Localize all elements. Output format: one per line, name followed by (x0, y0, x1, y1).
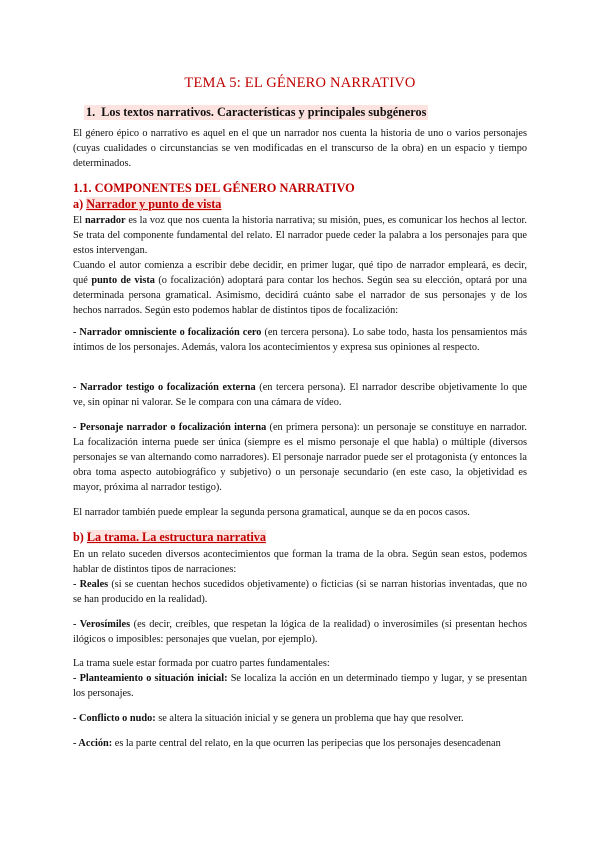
subheading-narrador (73, 197, 527, 212)
components-heading: 1.1. COMPONENTES DEL GÉNERO NARRATIVO (73, 181, 355, 195)
paragraph-trama-intro: En un relato suceden diversos acontecimientos que forman la trama de la obra. Según sean estos, podemos hablar de distintos tipos de narraciones: (73, 549, 527, 575)
section-heading-text: Los textos narrativos. Características y principales subgéneros (101, 105, 427, 119)
paragraph-segunda-persona: El narrador también puede emplear la segunda persona gramatical, aunque se da en pocos casos. (73, 507, 470, 518)
section-intro: El género épico o narrativo es aquel en el que un narrador nos cuenta la historia de uno o varios personajes (cuyas cualidades o circunstancias se ven modificadas en el transcurso de la obra) en un espacio y tiempo determinados. (73, 128, 527, 169)
subheading-trama (73, 530, 527, 545)
term-personaje: - Personaje narrador o focalización interna (73, 422, 267, 433)
term-punto-de-vista: punto de vista (91, 275, 155, 286)
list-item-reales: - Reales (si se cuentan hechos sucedidos objetivamente) o ficticias (si se narran historias inventadas, que no se han producido en la realidad). (73, 579, 527, 605)
list-item-planteamiento: - Planteamiento o situación inicial: Se localiza la acción en un determinado tiempo y lugar, y se presentan los personajes. (73, 673, 528, 699)
subheading-letter: a) (73, 197, 84, 211)
list-item-accion: - Acción: es la parte central del relato, en la que ocurren las peripecias que los personajes desencadenan (73, 738, 501, 749)
subheading-letter: b) (73, 530, 84, 544)
section-number: 1. (86, 105, 96, 119)
paragraph-partes-intro: La trama suele estar formada por cuatro partes fundamentales: (73, 658, 330, 669)
term-verosimiles: - Verosímiles (73, 619, 131, 630)
term-testigo: - Narrador testigo o focalización externa (73, 382, 256, 393)
list-item-conflicto: - Conflicto o nudo: se altera la situación inicial y se genera un problema que hay que resolver. (73, 713, 464, 724)
term-reales: - Reales (73, 579, 109, 590)
term-accion: - Acción: (73, 738, 113, 749)
term-narrador: narrador (84, 215, 126, 226)
subheading-text: Narrador y punto de vista (86, 197, 222, 211)
paragraph-narrador: El narrador es la voz que nos cuenta la historia narrativa; su misión, pues, es comunicar los hechos al lector. Se trata del componente fundamental del relato. El narrador puede ceder la palabra a los personajes para que estos intervengan. (73, 215, 527, 256)
list-item-testigo: - Narrador testigo o focalización externa (en tercera persona). El narrador describe objetivamente lo que ve, sin opinar ni valorar. Se le compara con una cámara de vídeo. (73, 382, 528, 408)
list-item-verosimiles: - Verosímiles (es decir, creíbles, que respetan la lógica de la realidad) o inverosímiles (si presentan hechos ilógicos o imposibles: personajes que vuelan, por ejemplo). (73, 619, 527, 645)
term-planteamiento: - Planteamiento o situación inicial: (73, 673, 228, 684)
term-conflicto: - Conflicto o nudo: (73, 713, 156, 724)
term-omnisciente: - Narrador omnisciente o focalización cero (73, 327, 262, 338)
list-item-omnisciente: - Narrador omnisciente o focalización cero (en tercera persona). Lo sabe todo, hasta los pensamientos más íntimos de los personajes. Además, valora los acontecimientos y expresa sus opiniones al respecto. (73, 327, 527, 353)
paragraph-punto-de-vista: Cuando el autor comienza a escribir debe decidir, en primer lugar, qué tipo de narrador empleará, es decir, qué punto de vista (o focalización) adoptará para contar los hechos. Según sea su elección, optará por una determinada persona gramatical. Asimismo, decidirá cuánto sabe el narrador de sus personajes y de los hechos narrados. Según esto podemos hablar de distintos tipos de focalización: (73, 260, 528, 316)
subheading-text: La trama. La estructura narrativa (86, 530, 266, 544)
list-item-personaje: - Personaje narrador o focalización interna (en primera persona): un personaje se constituye en narrador. La focalización interna puede ser única (siempre es el mismo personaje el que habla) o múltiple (diversos personajes se van alternando como narradores). El personaje narrador puede ser el protagonista (y entonces la obra toma aspecto autobiográfico y subjetivo) o un personaje secundario (en este caso, la objetividad es mayor, próxima al narrador testigo). (73, 422, 527, 493)
page-title: TEMA 5: EL GÉNERO NARRATIVO (184, 75, 416, 91)
section-heading (84, 105, 428, 120)
